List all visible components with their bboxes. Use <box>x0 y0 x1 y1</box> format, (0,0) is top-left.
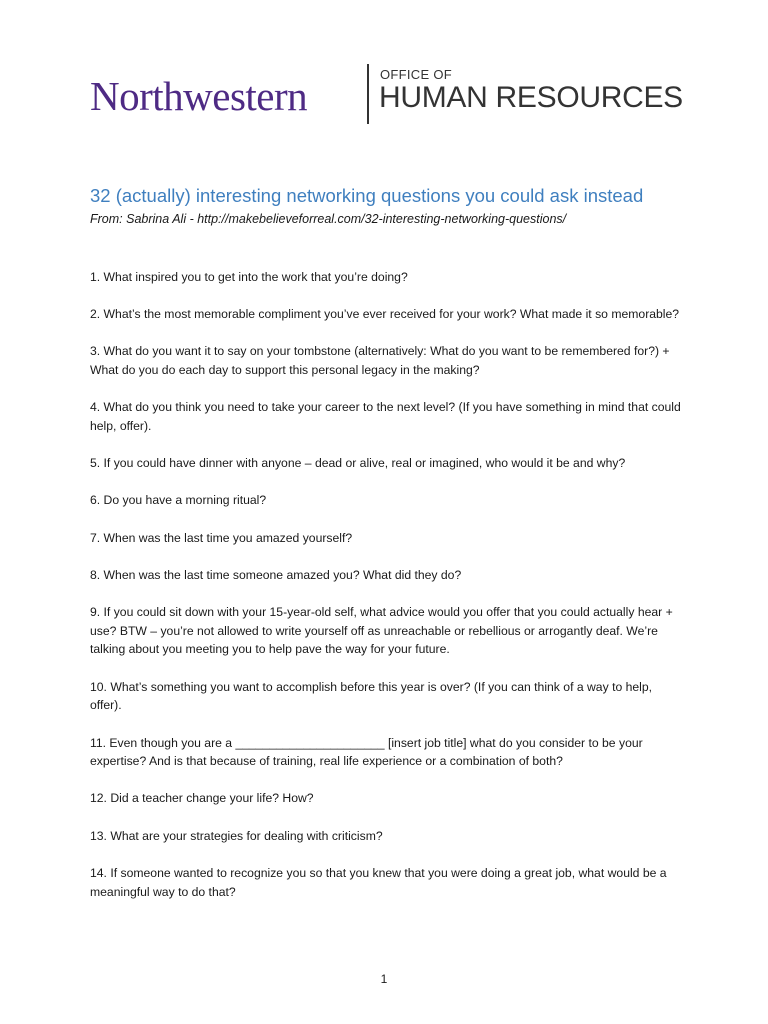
logo-divider <box>367 64 369 124</box>
question-item: 11. Even though you are a ______________________ [insert job title] what do you consider to be your expertise? And is that because of training, real life experience or a combination of both? <box>90 735 643 769</box>
question-item: 8. When was the last time someone amazed you? What did they do? <box>90 567 462 582</box>
logo-wordmark: Northwestern <box>90 73 308 119</box>
logo-department: HUMAN RESOURCES <box>379 81 683 114</box>
question-item: 4. What do you think you need to take your career to the next level? (If you have something in mind that could help, offer). <box>90 400 681 434</box>
question-item: 2. What’s the most memorable compliment you’ve ever received for your work? What made it so memorable? <box>90 307 680 322</box>
question-item: 13. What are your strategies for dealing with criticism? <box>90 828 383 843</box>
page-number: 1 <box>380 972 388 986</box>
document-title: 32 (actually) interesting networking questions you could ask instead <box>90 185 644 206</box>
logo-office-of: OFFICE OF <box>380 67 453 82</box>
question-item: 12. Did a teacher change your life? How? <box>90 791 314 806</box>
question-item: 3. What do you want it to say on your tombstone (alternatively: What do you want to be remembered for?) + What do you do each day to support this personal legacy in the making? <box>90 344 670 378</box>
question-item: 14. If someone wanted to recognize you so that you knew that you were doing a great job, what would be a meaningful way to do that? <box>90 865 667 899</box>
question-item: 5. If you could have dinner with anyone – dead or alive, real or imagined, who would it be and why? <box>90 456 626 471</box>
question-item: 1. What inspired you to get into the work that you’re doing? <box>90 270 408 284</box>
question-item: 9. If you could sit down with your 15-year-old self, what advice would you offer that you could actually hear + use? BTW – you’re not allowed to write yourself off as unreachable or rebellious or arrogantly deaf. We’re talking about you meeting you to help pave the way for your future. <box>90 605 673 657</box>
northwestern-hr-logo <box>90 62 683 124</box>
document-source: From: Sabrina Ali - http://makebelieveforreal.com/32-interesting-networking-questions/ <box>90 212 567 226</box>
question-item: 10. What’s something you want to accomplish before this year is over? (If you can think of a way to help, offer). <box>90 679 653 713</box>
question-item: 6. Do you have a morning ritual? <box>90 493 267 508</box>
question-list <box>90 268 682 920</box>
question-item: 7. When was the last time you amazed yourself? <box>90 530 353 545</box>
